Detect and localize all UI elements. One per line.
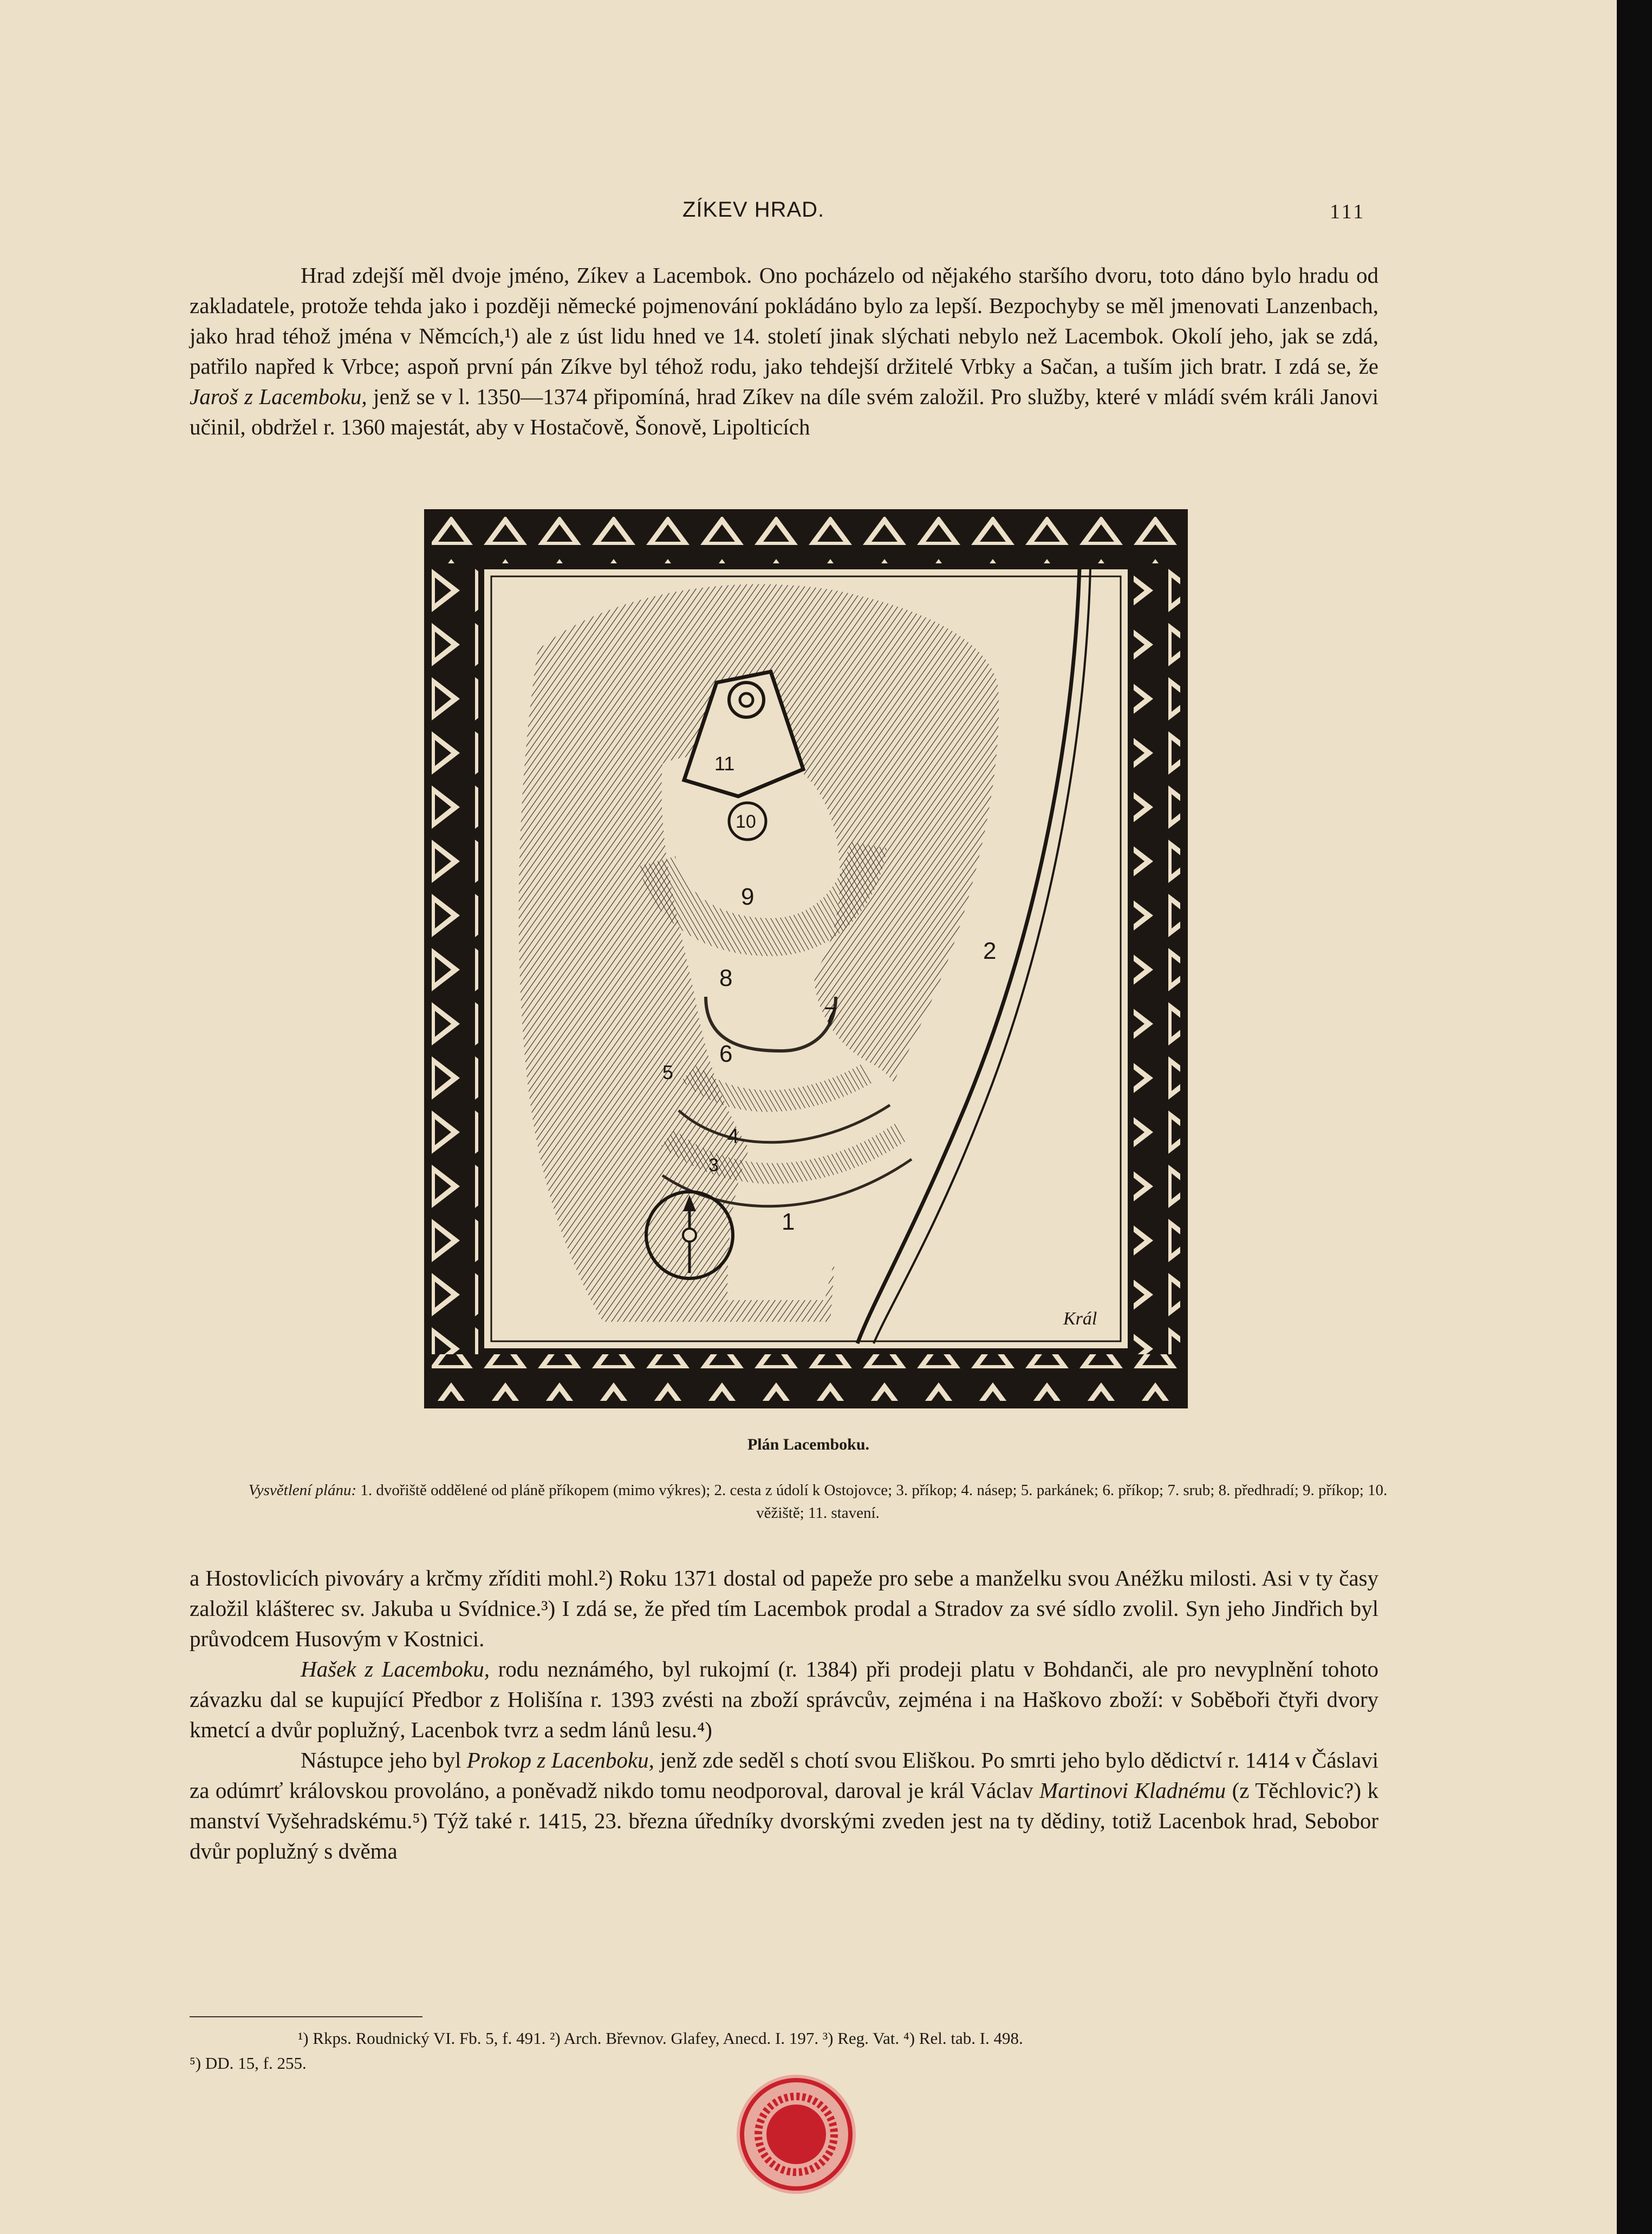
tower-circle — [729, 683, 764, 717]
frame-top-band — [432, 517, 1180, 563]
label-6: 6 — [719, 1041, 733, 1067]
paragraph-history: a Hostovlicích pivováry a krčmy zříditi mohl.²) Roku 1371 dostal od papeže pro sebe a manželku svou Anéžku milosti. Asi v ty časy založil klášterec sv. Jakuba u Svídnice.³) I zdá se, že před tím Lacembok prodal a Stradov za své sídlo zvolil. Syn jeho Jindřich byl průvodcem Husovým v Kostnici. Hašek z Lacemboku, rodu neznámého, byl rukojmí (r. 1384) při prodeji platu v Bohdanči, ale pro nevyplnění tohoto závazku dal se kupující Předbor z Holišína r. 1393 zvésti na zboží správcův, zejména i na Haškovo zboží: v Soběboři čtyři dvory kmetcí a dvůr poplužný, Lacenbok tvrz a sedm lánů lesu.⁴) Nástupce jeho byl Prokop z Lacenboku, jenž zde seděl s chotí svou Eliškou. Po smrti jeho bylo dědictví r. 1414 v Čáslavi za odúmrť královskou provoláno, a poněvadž nikdo tomu neodporoval, daroval je král Václav Martinovi Kladnému (z Těchlovic?) k manství Vyšehradskému.⁵) Týž také r. 1415, 23. března úředníky dvorskými zveden jest na ty dědiny, totiž Lacenbok hrad, Sebobor dvůr poplužný s dvěma — [190, 1566, 1379, 1863]
label-1: 1 — [782, 1209, 795, 1235]
frame-left-band — [432, 563, 478, 1354]
frame-bottom-band — [432, 1354, 1180, 1401]
footnote-line-2: ⁵) DD. 15, f. 255. — [190, 2054, 307, 2073]
running-title: ZÍKEV HRAD. — [682, 198, 825, 222]
legend-lead: Vysvětlení plánu: — [248, 1482, 357, 1499]
label-2: 2 — [983, 938, 997, 964]
label-11: 11 — [714, 752, 735, 775]
label-7: 7 — [824, 1003, 837, 1029]
page-header — [0, 198, 1617, 230]
label-4: 4 — [727, 1125, 739, 1148]
scan-edge — [1617, 0, 1652, 2234]
footnotes — [190, 2026, 1408, 2076]
page-number: 111 — [1330, 200, 1366, 223]
label-5: 5 — [662, 1061, 674, 1083]
label-8: 8 — [719, 965, 733, 991]
library-stamp — [731, 2069, 861, 2199]
figure-caption: Plán Lacemboku. — [747, 1436, 870, 1453]
castle-plan-drawing — [424, 509, 1188, 1408]
figure-legend — [244, 1479, 1392, 1524]
label-10: 10 — [736, 811, 756, 832]
artist-signature: Král — [1063, 1309, 1097, 1329]
footnote-line-1: ¹) Rkps. Roudnický VI. Fb. 5, f. 491. ²) Arch. Břevnov. Glafey, Anecd. I. 197. ³) Reg. Vat. ⁴) Rel. tab. I. 498. — [298, 2029, 1023, 2048]
footnote-rule — [190, 2016, 422, 2017]
frame-right-band — [1134, 563, 1180, 1354]
paragraph-intro: Hrad zdejší měl dvoje jméno, Zíkev a Lacembok. Ono pocházelo od nějakého staršího dvoru, toto dáno bylo hradu od zakladatele, protože tehda jako i později německé pojmenování pokládáno bylo za lepší. Bezpochyby se měl jmenovati Lanzenbach, jako hrad téhož jména v Němcích,¹) ale z úst lidu hned ve 14. století jinak slýchati nebylo než Lacembok. Okolí jeho, jak se zdá, patřilo napřed k Vrbce; aspoň první pán Zíkve byl téhož rodu, jako tehdejší držitelé Vrbky a Sačan, a tuším jich bratr. I zdá se, že Jaroš z Lacemboku, jenž se v l. 1350—1374 připomíná, hrad Zíkev na díle svém založil. Pro služby, které v mládí svém králi Janovi učinil, obdržel r. 1360 majestát, aby v Hostačově, Šonově, Lipolticích — [190, 263, 1379, 439]
castle-plan-figure — [424, 509, 1188, 1408]
label-9: 9 — [741, 884, 755, 910]
legend-text: 1. dvořiště oddělené od pláně příkopem (mimo výkres); 2. cesta z údolí k Ostojovce; 3. příkop; 4. násep; 5. parkánek; 6. příkop; 7. srub; 8. předhradí; 9. příkop; 10. věžiště; 11. stavení. — [360, 1482, 1388, 1522]
label-3: 3 — [708, 1155, 719, 1176]
